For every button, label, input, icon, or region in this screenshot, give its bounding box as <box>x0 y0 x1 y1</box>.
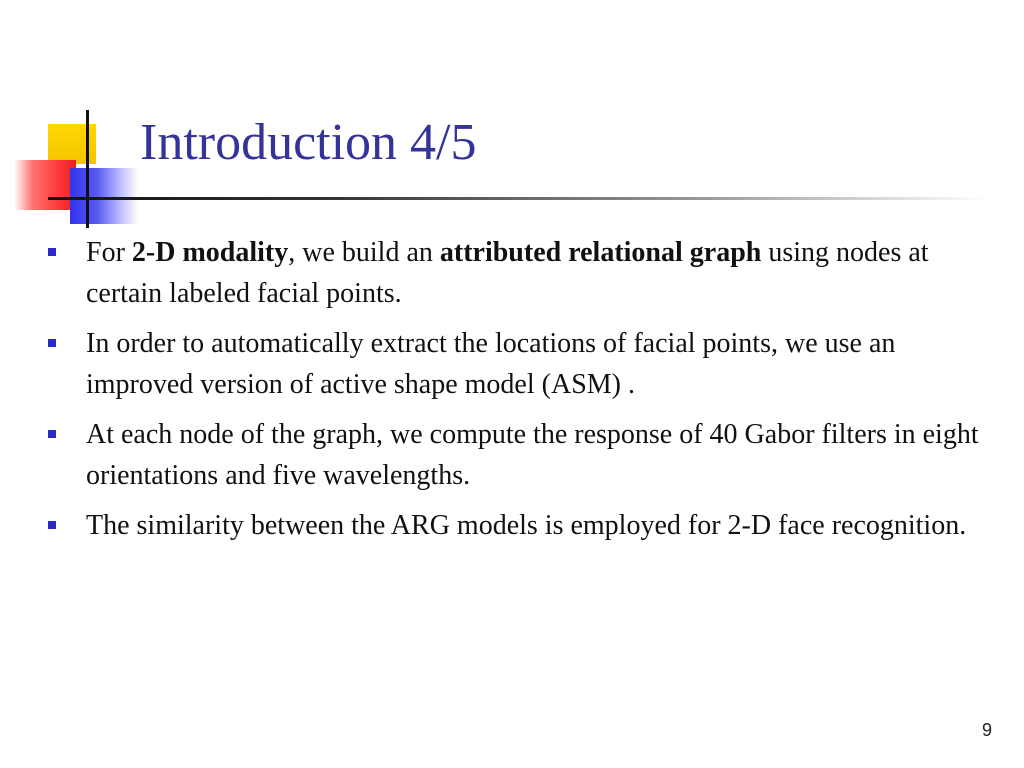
bullet-text: , we build an <box>288 237 440 268</box>
page-number: 9 <box>981 720 992 740</box>
bullet-text: At each node of the graph, we compute the response of 40 Gabor filters in eight orientations and five wavelengths. <box>86 419 979 491</box>
bold-term-2d-modality: 2-D modality <box>131 237 289 268</box>
bullet-square-icon <box>48 430 56 438</box>
decorative-blue-square <box>70 168 138 224</box>
bullet-square-icon <box>48 339 56 347</box>
bullet-item-similarity <box>86 505 991 546</box>
bullet-text: For <box>86 237 132 268</box>
bullet-square-icon <box>48 248 56 256</box>
slide-title: Introduction 4/5 <box>140 114 477 171</box>
decorative-red-square <box>14 160 76 210</box>
bullet-item-asm <box>86 323 991 405</box>
bullet-list <box>86 232 991 555</box>
bullet-item-2d-modality <box>86 232 991 314</box>
bullet-text: using nodes at certain labeled facial points. <box>86 237 929 309</box>
bold-term-arg: attributed relational graph <box>439 237 762 268</box>
bullet-square-icon <box>48 521 56 529</box>
bullet-item-gabor <box>86 414 991 496</box>
title-underline <box>48 197 988 200</box>
bullet-text: The similarity between the ARG models is employed for 2-D face recognition. <box>86 510 967 541</box>
decorative-vertical-line <box>86 110 89 228</box>
bullet-text: In order to automatically extract the locations of facial points, we use an improved version of active shape model (ASM) . <box>86 328 896 400</box>
